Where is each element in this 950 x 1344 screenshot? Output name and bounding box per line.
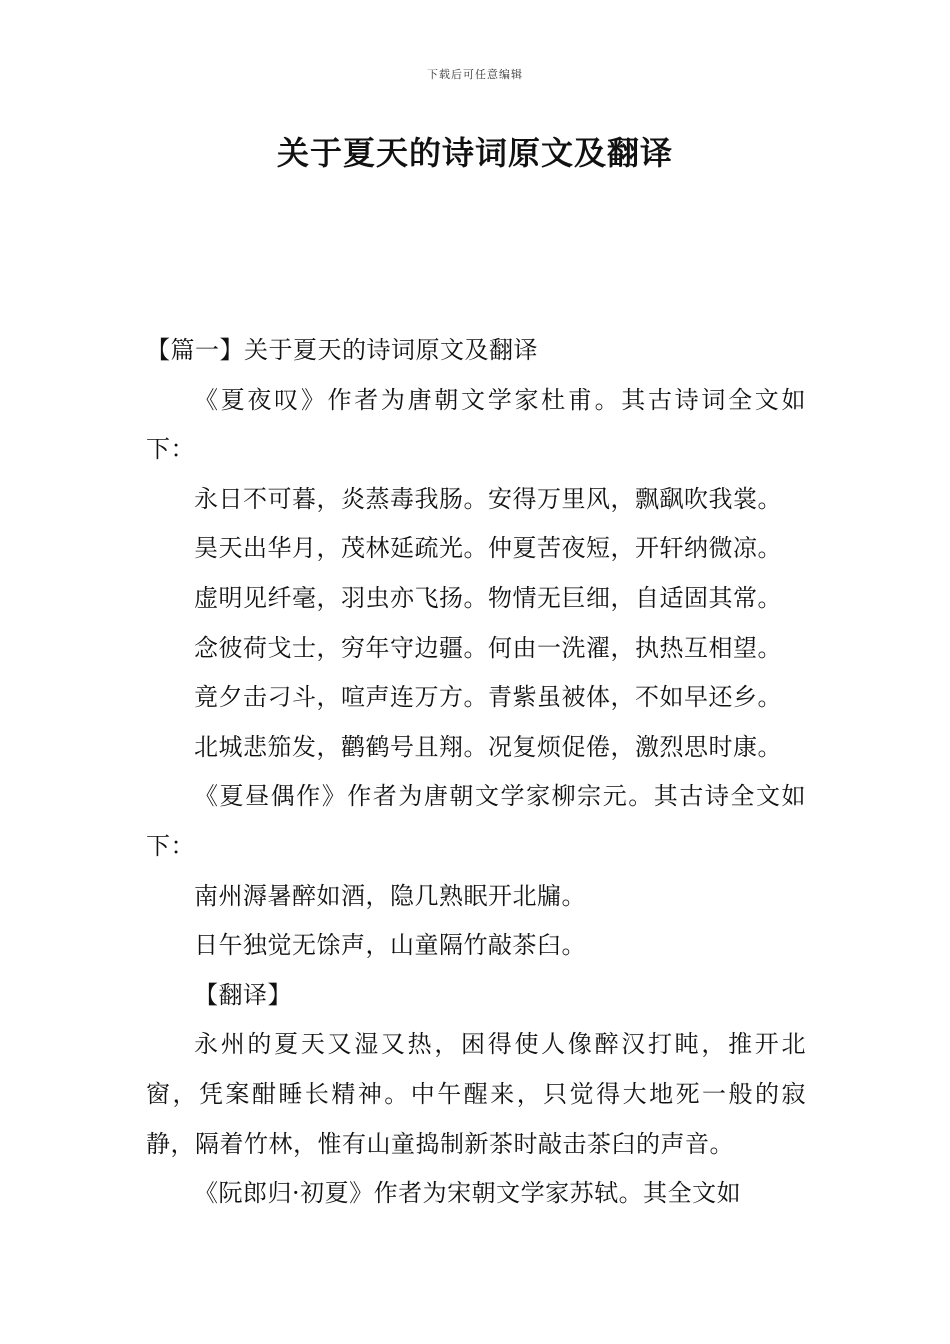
poem-line: 北城悲笳发，鹳鹤号且翔。况复烦促倦，激烈思时康。 (194, 732, 782, 761)
poem-line: 竟夕击刁斗，喧声连万方。青紫虽被体，不如早还乡。 (194, 683, 782, 712)
poem-line: 永日不可暮，炎蒸毒我肠。安得万里风，飘飖吹我裳。 (194, 484, 782, 513)
document-title: 关于夏天的诗词原文及翻译 (276, 134, 673, 172)
translation-heading: 【翻译】 (194, 980, 292, 1009)
document-body (146, 326, 806, 1219)
translation-paragraph: 永州的夏天又湿又热，困得使人像醉汉打盹，推开北窗，凭案酣睡长精神。中午醒来，只觉得大地死一般的寂静，隔着竹林，惟有山童捣制新茶时敲击茶臼的声音。 (146, 1030, 806, 1158)
poem-line: 虚明见纤毫，羽虫亦飞扬。物情无巨细，自适固其常。 (194, 583, 782, 612)
poem-intro-paragraph: 《阮郎归·初夏》作者为宋朝文学家苏轼。其全文如 (194, 1179, 742, 1208)
poem-line: 昊天出华月，茂林延疏光。仲夏苦夜短，开轩纳微凉。 (194, 534, 782, 563)
poem-line: 日午独觉无馀声，山童隔竹敲茶臼。 (194, 931, 586, 960)
poem-line: 南州溽暑醉如酒，隐几熟眠开北牖。 (194, 881, 586, 910)
section-heading: 【篇一】关于夏天的诗词原文及翻译 (146, 336, 538, 364)
poem-intro-paragraph: 《夏夜叹》作者为唐朝文学家杜甫。其古诗词全文如下： (146, 385, 806, 464)
poem-line: 念彼荷戈士，穷年守边疆。何由一洗濯，执热互相望。 (194, 633, 782, 662)
header-note: 下载后可任意编辑 (427, 68, 523, 81)
poem-intro-paragraph: 《夏昼偶作》作者为唐朝文学家柳宗元。其古诗全文如下： (146, 782, 806, 860)
